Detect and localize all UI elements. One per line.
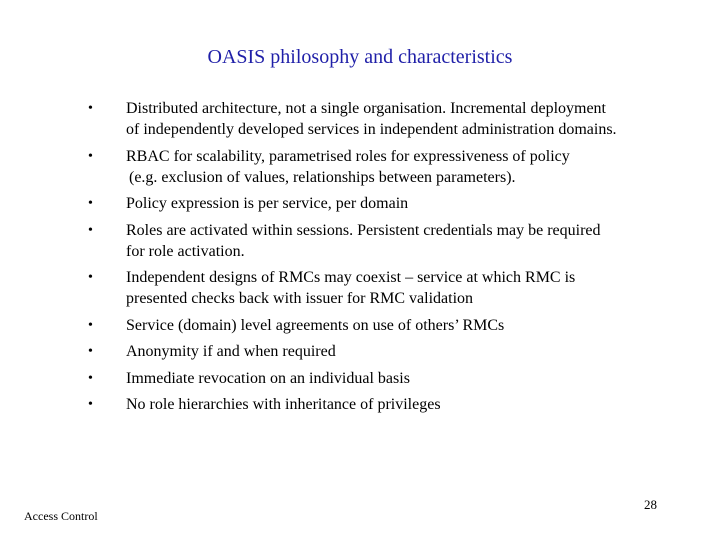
bullet-text-line: Service (domain) level agreements on use of others’ RMCs <box>126 316 505 334</box>
list-item <box>0 98 720 140</box>
list-item <box>0 193 720 214</box>
list-item <box>0 368 720 389</box>
bullet-text-line: presented checks back with issuer for RMC validation <box>126 290 474 307</box>
bullet-text-line: Policy expression is per service, per domain <box>126 195 409 212</box>
slide-title: OASIS philosophy and characteristics <box>207 46 513 68</box>
list-item <box>0 315 720 336</box>
list-item <box>0 341 720 362</box>
bullet-icon: • <box>88 101 93 116</box>
bullet-text-line: Distributed architecture, not a single organisation. Incremental deployment <box>126 100 606 117</box>
bullet-text-line: for role activation. <box>126 242 245 260</box>
bullet-icon: • <box>88 397 93 412</box>
page-number: 28 <box>644 497 657 512</box>
footer-text: Access Control <box>24 509 98 523</box>
bullet-list <box>0 98 720 421</box>
bullet-icon: • <box>88 270 93 285</box>
list-item <box>0 220 720 262</box>
bullet-text-line: No role hierarchies with inheritance of privileges <box>126 396 441 413</box>
bullet-icon: • <box>88 370 93 386</box>
bullet-text-line: of independently developed services in independent administration domains. <box>126 121 617 138</box>
bullet-icon: • <box>88 344 93 359</box>
list-item <box>0 394 720 415</box>
bullet-icon: • <box>88 196 93 211</box>
bullet-icon: • <box>88 222 93 238</box>
bullet-text-line: Roles are activated within sessions. Persistent credentials may be required <box>126 221 601 239</box>
list-item <box>0 146 720 188</box>
list-item <box>0 267 720 309</box>
bullet-text-line: Anonymity if and when required <box>126 343 336 360</box>
bullet-text-line: Independent designs of RMCs may coexist – service at which RMC is <box>126 269 576 286</box>
bullet-text-line: (e.g. exclusion of values, relationships between parameters). <box>129 168 516 186</box>
bullet-text-line: Immediate revocation on an individual basis <box>126 369 410 387</box>
bullet-icon: • <box>88 317 93 333</box>
bullet-text-line: RBAC for scalability, parametrised roles for expressiveness of policy <box>126 147 570 165</box>
bullet-icon: • <box>88 148 93 164</box>
